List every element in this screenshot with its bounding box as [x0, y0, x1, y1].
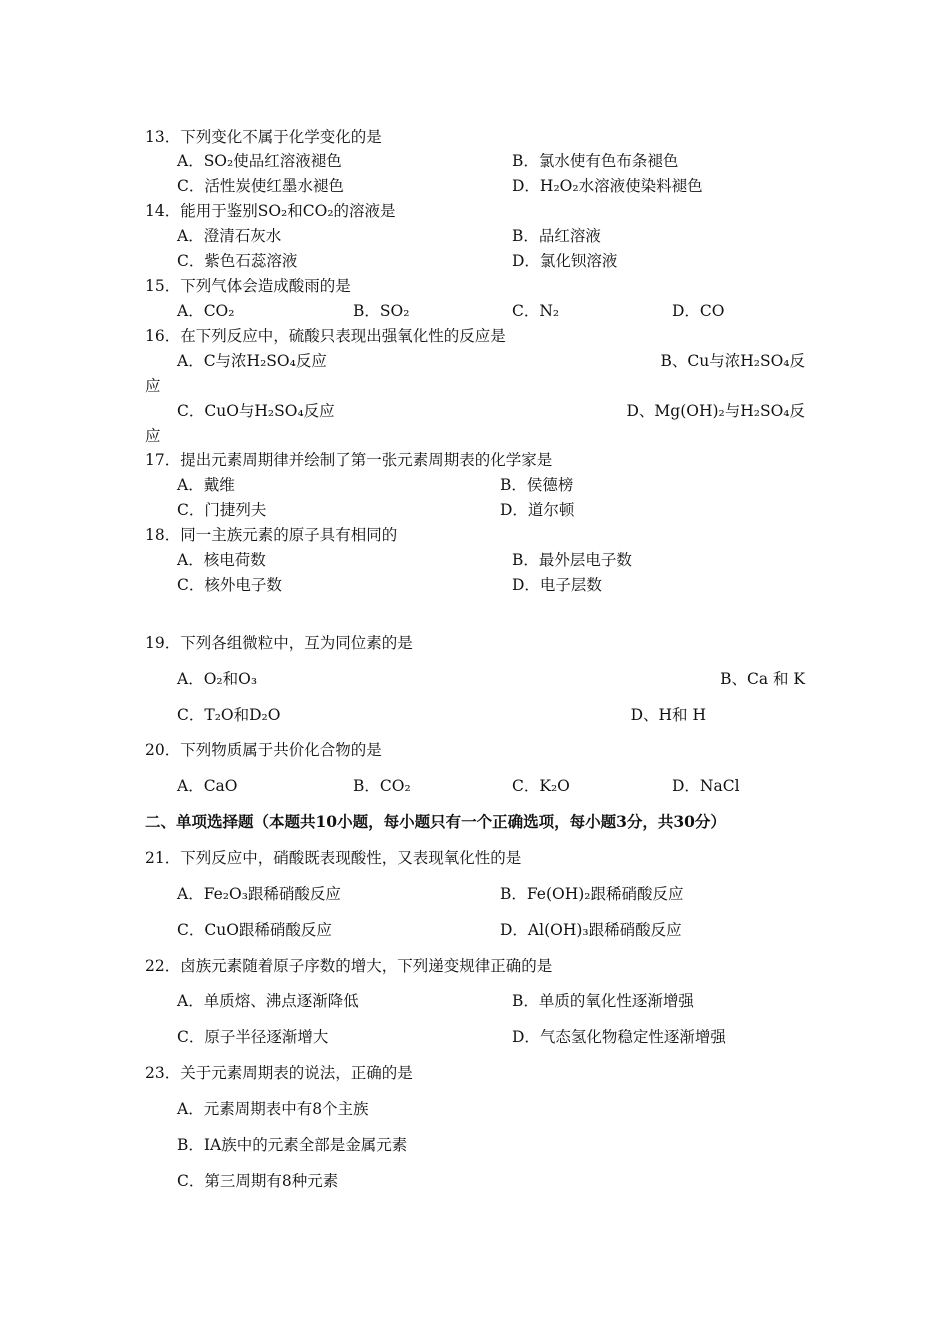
option-d: D．道尔顿 — [500, 501, 575, 519]
option-d: D．Al(OH)₃跟稀硝酸反应 — [500, 921, 682, 939]
question-stem: 18．同一主族元素的原子具有相同的 — [145, 526, 398, 544]
option-c: C．第三周期有8种元素 — [177, 1172, 339, 1190]
option-d: D．NaCl — [672, 777, 740, 795]
option-row — [0, 773, 950, 799]
option-row — [0, 497, 950, 523]
option-c: C．CuO跟稀硝酸反应 — [177, 921, 332, 939]
option-d: D．电子层数 — [512, 576, 602, 594]
option-row — [0, 223, 950, 249]
option-row — [0, 1168, 950, 1194]
option-b: B、Ca 和 K — [720, 670, 805, 688]
option-b: B、Cu与浓H₂SO₄反 — [660, 352, 805, 370]
option-c: C．门捷列夫 — [177, 501, 267, 519]
option-row — [0, 1024, 950, 1050]
question-stem: 17．提出元素周期律并绘制了第一张元素周期表的化学家是 — [145, 451, 553, 469]
option-row — [0, 472, 950, 498]
question-stem: 16．在下列反应中，硫酸只表现出强氧化性的反应是 — [145, 327, 506, 345]
option-b: B．氯水使有色布条褪色 — [512, 152, 679, 170]
question-18 — [0, 522, 950, 548]
question-stem: 23．关于元素周期表的说法，正确的是 — [145, 1064, 413, 1082]
option-row — [0, 1096, 950, 1122]
option-row — [0, 988, 950, 1014]
option-b: B．最外层电子数 — [512, 551, 632, 569]
question-stem: 15．下列气体会造成酸雨的是 — [145, 277, 351, 295]
option-b: B．SO₂ — [353, 302, 410, 320]
option-c: C．原子半径逐渐增大 — [177, 1028, 329, 1046]
option-c: C．紫色石蕊溶液 — [177, 252, 298, 270]
option-b: B．IA族中的元素全部是金属元素 — [177, 1136, 408, 1154]
question-16 — [0, 323, 950, 349]
question-stem: 21．下列反应中，硝酸既表现酸性，又表现氧化性的是 — [145, 849, 522, 867]
option-a: A．C与浓H₂SO₄反应 — [177, 352, 327, 370]
question-stem: 22．卤族元素随着原子序数的增大，下列递变规律正确的是 — [145, 957, 553, 975]
question-13 — [0, 124, 950, 150]
option-row — [0, 572, 950, 598]
section-title: 二、单项选择题（本题共10小题，每小题只有一个正确选项，每小题3分，共30分） — [145, 812, 726, 831]
option-d-continuation: 应 — [145, 427, 161, 445]
question-stem: 20．下列物质属于共价化合物的是 — [145, 741, 382, 759]
question-15 — [0, 273, 950, 299]
option-c: C．活性炭使红墨水褪色 — [177, 177, 344, 195]
question-23 — [0, 1060, 950, 1086]
question-stem: 19．下列各组微粒中，互为同位素的是 — [145, 634, 413, 652]
question-17 — [0, 447, 950, 473]
option-a: A．O₂和O₃ — [177, 670, 258, 688]
option-b: B．单质的氧化性逐渐增强 — [512, 992, 694, 1010]
question-21 — [0, 845, 950, 871]
option-row — [0, 148, 950, 174]
question-stem: 13．下列变化不属于化学变化的是 — [145, 128, 382, 146]
question-22 — [0, 953, 950, 979]
question-19 — [0, 630, 950, 656]
question-14 — [0, 198, 950, 224]
option-row — [0, 348, 950, 374]
option-d: D．H₂O₂水溶液使染料褪色 — [512, 177, 703, 195]
option-b: B．CO₂ — [353, 777, 411, 795]
option-a: A．Fe₂O₃跟稀硝酸反应 — [177, 885, 341, 903]
option-a: A．CO₂ — [177, 302, 235, 320]
option-continuation — [0, 373, 950, 399]
option-c: C．K₂O — [512, 777, 570, 795]
option-b: B．Fe(OH)₂跟稀硝酸反应 — [500, 885, 684, 903]
option-row — [0, 1132, 950, 1158]
option-c: C．N₂ — [512, 302, 560, 320]
option-b: B．品红溶液 — [512, 227, 601, 245]
option-a: A．澄清石灰水 — [177, 227, 282, 245]
option-row — [0, 547, 950, 573]
option-a: A．单质熔、沸点逐渐降低 — [177, 992, 359, 1010]
option-row — [0, 702, 950, 728]
option-b-continuation: 应 — [145, 377, 161, 395]
option-c: C．核外电子数 — [177, 576, 282, 594]
section-heading — [0, 809, 950, 835]
option-a: A．戴维 — [177, 476, 235, 494]
question-stem: 14．能用于鉴别SO₂和CO₂的溶液是 — [145, 202, 396, 220]
option-c: C．T₂O和D₂O — [177, 706, 281, 724]
option-row — [0, 248, 950, 274]
option-c: C．CuO与H₂SO₄反应 — [177, 402, 335, 420]
option-row — [0, 298, 950, 324]
option-d: D、H和 H — [630, 706, 706, 724]
option-d: D．气态氢化物稳定性逐渐增强 — [512, 1028, 726, 1046]
option-d: D、Mg(OH)₂与H₂SO₄反 — [626, 402, 805, 420]
option-row — [0, 398, 950, 424]
option-row — [0, 917, 950, 943]
option-row — [0, 666, 950, 692]
option-row — [0, 881, 950, 907]
option-continuation — [0, 423, 950, 449]
option-a: A．SO₂使品红溶液褪色 — [177, 152, 342, 170]
option-a: A．元素周期表中有8个主族 — [177, 1100, 369, 1118]
option-a: A．CaO — [177, 777, 238, 795]
option-b: B．侯德榜 — [500, 476, 574, 494]
question-20 — [0, 737, 950, 763]
option-d: D．氯化钡溶液 — [512, 252, 618, 270]
option-d: D．CO — [672, 302, 725, 320]
option-a: A．核电荷数 — [177, 551, 266, 569]
option-row — [0, 173, 950, 199]
